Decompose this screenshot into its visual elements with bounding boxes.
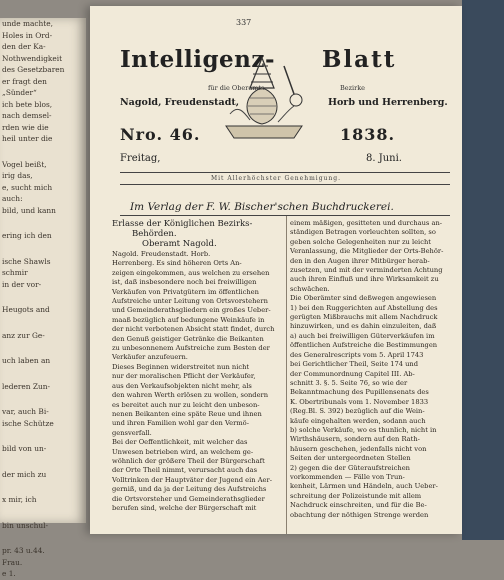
text-line: er fragt den	[2, 76, 47, 86]
text-line: öffentlichen Aufstreiche die Bestimmungen	[290, 341, 438, 350]
text-line: des Gesetzbaren	[2, 65, 65, 74]
text-line: Bekanntmachung des Pupillensenats des	[290, 388, 429, 397]
facing-page-text	[0, 18, 86, 580]
line-gap	[0, 429, 86, 443]
newspaper-page	[90, 6, 462, 534]
book-binding	[462, 0, 504, 540]
text-line: K. Obertribunals vom 1. November 1833	[290, 397, 429, 406]
text-line: bin unschul-	[2, 520, 49, 530]
text-line: uch laben an	[2, 356, 51, 365]
line-gap	[0, 531, 86, 545]
line-gap	[0, 290, 86, 304]
privilege-line: Mit Allerhöchster Genehmigung.	[210, 175, 342, 182]
text-line: es bereitet auch nur zu leicht den unbeson-	[112, 400, 260, 409]
text-line: die Ortsvorsteher und Gemeinderathsglieder	[112, 494, 265, 503]
text-line: zeigen eingekommen, aus welchen zu ersehen	[112, 268, 270, 277]
text-line: in der vor-	[2, 279, 42, 289]
text-line: der Communordnung Capitel III. Ab-	[290, 369, 415, 378]
line-gap	[0, 316, 86, 330]
subtitle-right: Bezirke	[340, 84, 366, 92]
line-gap	[0, 145, 86, 159]
text-line: irig das,	[2, 171, 33, 180]
text-line: nur der moralischen Pflicht der Verkäufer,	[112, 372, 256, 381]
article-subheading: Oberamt Nagold.	[142, 239, 217, 249]
text-line: wöhnlich der größere Theil der Bürgerschaft	[112, 456, 265, 465]
text-line: gerügten Mißbrauchs mit allem Nachdruck	[290, 313, 438, 322]
text-line: Wirthshäusern, sondern auf den Rath-	[290, 435, 420, 444]
text-line: vorkommenden — Fälle von Trun-	[290, 472, 405, 481]
text-line: Herrenberg. Es sind höheren Orts An-	[112, 259, 242, 268]
text-line: auch:	[2, 194, 23, 203]
text-line: schmir	[2, 268, 28, 277]
text-line: der Orte Theil nimmt, verursacht auch das	[112, 466, 258, 475]
line-gap	[0, 480, 86, 494]
text-line: Verkäufen von Privatgütern im öffentlichen	[112, 287, 259, 296]
text-line: der nicht verbotenen Absicht statt findet, durch	[112, 325, 275, 334]
text-line: e, sucht mich	[2, 182, 53, 192]
text-line: bild von un-	[2, 444, 47, 453]
text-line: den wahren Werth erlösen zu wollen, sondern	[112, 391, 269, 400]
text-line: Aufstreiche unter Leitung von Ortsvorstehern	[112, 297, 268, 306]
text-line: unde machte,	[2, 19, 53, 28]
text-line: ische Schütze	[2, 418, 54, 428]
text-line: ische Shawls	[2, 256, 51, 266]
text-line: gensverfall.	[112, 428, 152, 437]
text-line: Bei der Oeffentlichkeit, mit welcher das	[112, 438, 248, 447]
line-gap	[0, 242, 86, 256]
text-line: Frau.	[2, 557, 23, 567]
text-line: kenheit, Lärmen und Händeln, auch Ueber-	[290, 482, 438, 491]
text-line: Die Oberämter sind deßwegen angewiesen	[290, 294, 437, 303]
divider	[120, 215, 450, 216]
masthead-title-left: Intelligenz-	[120, 46, 275, 73]
subtitle-left: für die Oberamts-	[208, 84, 267, 92]
text-line: „Sünder“	[2, 88, 37, 97]
text-line: e 1.	[2, 569, 16, 578]
text-line: bei Gerichtlicher Theil, Seite 174 und	[290, 360, 418, 369]
districts-right: Horb und Herrenberg.	[328, 97, 448, 108]
text-line: den der Ka-	[2, 42, 46, 51]
issue-date: 8. Juni.	[366, 153, 402, 164]
text-line: ständigen Betragen vorleuchten sollten, so	[290, 228, 436, 237]
facing-page	[0, 18, 86, 578]
text-line: pr. 43 u.44.	[2, 546, 45, 555]
text-line: b) solche Verkäufe, wo es thunlich, nicht in	[290, 425, 437, 434]
text-line: nach demsel-	[2, 111, 52, 120]
text-line: Holes in Ord-	[2, 30, 53, 40]
text-line: zu unbesonnenem Aufstreiche zum Besten der	[112, 344, 270, 353]
divider	[120, 172, 450, 173]
article-heading: Erlasse der Königlichen Bezirks-	[112, 219, 253, 229]
text-line: den Genuß geistiger Getränke die Beikanten	[112, 334, 264, 343]
text-line: zusetzen, und mit der verminderten Achtung	[290, 266, 443, 275]
text-line: Nachdruck einschreiten, und für die Be-	[290, 501, 427, 510]
text-line: Heugots and	[2, 305, 50, 314]
article-heading-2: Behörden.	[132, 229, 177, 239]
text-line: 2) gegen die der Güteraufstreichen	[290, 463, 410, 472]
masthead-title-right: Blatt	[322, 46, 397, 73]
text-line: schnitt 3. §. 5. Seite 76, so wie der	[290, 378, 408, 387]
text-line: und Gemeinderathsgliedern ein großes Ueber-	[112, 306, 271, 315]
text-line: Dieses Beginnen widerstreitet nun nicht	[112, 362, 250, 371]
text-line: Nagold. Freudenstadt. Horb.	[112, 250, 211, 258]
text-line: der mich zu	[2, 469, 47, 479]
text-line: häusern geschehen, jedenfalls nicht von	[290, 444, 427, 453]
text-line: einem mäßigen, gesitteten und durchaus an-	[290, 219, 443, 227]
issue-weekday: Freitag,	[120, 153, 161, 164]
text-line: geben solche Gelegenheiten nur zu leicht	[290, 237, 431, 246]
text-line: gerniß, und da ja der Leitung des Aufstreichs	[112, 485, 267, 494]
text-line: x mir, ich	[2, 495, 37, 504]
text-line: des Generalrescripts vom 5. April 1743	[290, 350, 424, 359]
publisher-line: Im Verlag der F. W. Bischer'schen Buchdruckerei.	[130, 201, 394, 213]
text-line: den in den Augen ihrer Mitbürger herab-	[290, 256, 430, 265]
line-gap	[0, 367, 86, 381]
article-column-left	[112, 219, 284, 513]
text-line: hinzuwirken, und es dahin einzuleiten, daß	[290, 322, 437, 331]
line-gap	[0, 341, 86, 355]
issue-year: 1838.	[340, 125, 396, 144]
text-line: anz zur Ge-	[2, 330, 45, 340]
text-line: rden wie die	[2, 122, 49, 132]
text-line: bild, und kann	[2, 205, 56, 215]
article-column-right	[290, 219, 460, 520]
text-line: obachtung der nöthigen Strenge werden	[290, 510, 429, 519]
page-number: 337	[236, 18, 252, 27]
text-line: auch ihren Einfluß und ihre Wirksamkeit zu	[290, 275, 439, 284]
text-line: 1) bei den Ruggerichten auf Abstellung des	[290, 303, 438, 312]
text-line: var, auch Bi-	[2, 407, 49, 416]
divider	[120, 184, 450, 185]
text-line: Nothwendigkeit	[2, 53, 63, 63]
line-gap	[0, 506, 86, 520]
text-line: Seiten der untergeordneten Stellen	[290, 454, 411, 463]
issue-number: Nro. 46.	[120, 125, 201, 144]
text-line: ich bete blos,	[2, 99, 53, 109]
column-divider	[286, 216, 287, 534]
text-line: Unwesen betrieben wird, an welchem ge-	[112, 447, 254, 456]
line-gap	[0, 216, 86, 230]
text-line: maaß bezüglich auf bedungene Weinkäufe in	[112, 315, 265, 324]
text-line: heil unter die	[2, 134, 53, 143]
line-gap	[0, 392, 86, 406]
text-line: berufen sind, welche der Bürgerschaft mit	[112, 503, 257, 512]
text-line: schreitung der Polizeistunde mit allem	[290, 491, 422, 500]
text-line: ering ich den	[2, 231, 52, 240]
districts-left: Nagold, Freudenstadt,	[120, 97, 240, 108]
text-line: Vogel beißt,	[2, 159, 47, 169]
text-line: a) auch bei freiwilligen Güterverkäufen im	[290, 331, 435, 340]
text-line: Veranlassung, die Mitglieder der Orts-Behör-	[290, 247, 444, 256]
text-line: (Reg.Bl. S. 392) bezüglich auf die Wein-	[290, 407, 425, 416]
text-line: lederen Zun-	[2, 381, 51, 391]
text-line: käufe eingehalten werden, sodann auch	[290, 416, 426, 425]
text-line: schwächen.	[290, 284, 330, 293]
text-line: aus den Verkaufsobjekten nicht mehr, als	[112, 381, 252, 390]
text-line: Verkäufer anzufeuern.	[112, 353, 188, 362]
text-line: nenen Beikanten eine späte Reue und ihnen	[112, 409, 262, 418]
text-line: und ihren Familien wohl gar den Vermö-	[112, 419, 249, 428]
text-line: Volltrinken der Hauptväter der Jugend ein Aer-	[112, 475, 272, 484]
line-gap	[0, 455, 86, 469]
text-line: ist, daß insbesondere noch bei freiwilligen	[112, 278, 257, 287]
